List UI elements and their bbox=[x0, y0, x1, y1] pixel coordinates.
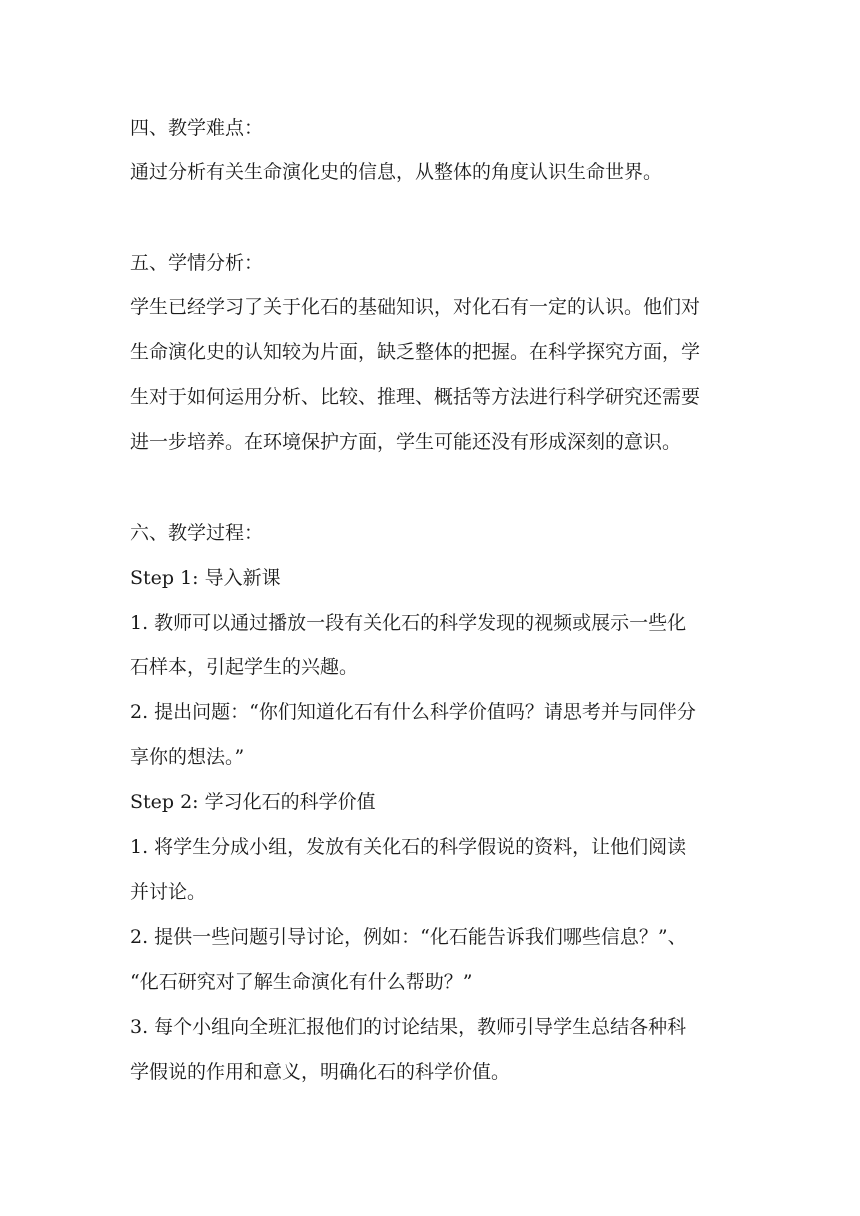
paragraph-line: 3. 每个小组向全班汇报他们的讨论结果，教师引导学生总结各种科 bbox=[130, 1016, 687, 1038]
step-title bbox=[130, 790, 376, 814]
paragraph-line: 生对于如何运用分析、比较、推理、概括等方法进行科学研究还需要 bbox=[130, 386, 701, 408]
section-heading-analysis: 五、学情分析： bbox=[130, 252, 264, 274]
paragraph-line: 学生已经学习了关于化石的基础知识，对化石有一定的认识。他们对 bbox=[130, 296, 701, 318]
paragraph-line: 1. 教师可以通过播放一段有关化石的科学发现的视频或展示一些化 bbox=[130, 612, 687, 634]
paragraph-line: 进一步培养。在环境保护方面，学生可能还没有形成深刻的意识。 bbox=[130, 431, 682, 453]
paragraph-line: 通过分析有关生命演化史的信息，从整体的角度认识生命世界。 bbox=[130, 161, 663, 183]
paragraph-line: 2. 提出问题：“你们知道化石有什么科学价值吗？请思考并与同伴分 bbox=[130, 701, 696, 723]
section-heading-process: 六、教学过程： bbox=[130, 522, 264, 544]
paragraph-line: 石样本，引起学生的兴趣。 bbox=[130, 656, 359, 678]
section-heading-difficulty: 四、教学难点： bbox=[130, 117, 264, 139]
step-title-text: Step 1: 导入新课 bbox=[130, 567, 281, 589]
paragraph-line: 1. 将学生分成小组，发放有关化石的科学假说的资料，让他们阅读 bbox=[130, 836, 687, 858]
step-title-text: Step 2: 学习化石的科学价值 bbox=[130, 791, 376, 813]
paragraph-line: 2. 提供一些问题引导讨论，例如：“化石能告诉我们哪些信息？”、 bbox=[130, 926, 687, 948]
paragraph-line: 生命演化史的认知较为片面，缺乏整体的把握。在科学探究方面，学 bbox=[130, 341, 701, 363]
paragraph-line: “化石研究对了解生命演化有什么帮助？” bbox=[130, 971, 473, 993]
paragraph-line: 并讨论。 bbox=[130, 881, 207, 903]
paragraph-line: 享你的想法。” bbox=[130, 746, 245, 768]
paragraph-line: 学假说的作用和意义，明确化石的科学价值。 bbox=[130, 1061, 511, 1083]
step-title bbox=[130, 566, 281, 590]
